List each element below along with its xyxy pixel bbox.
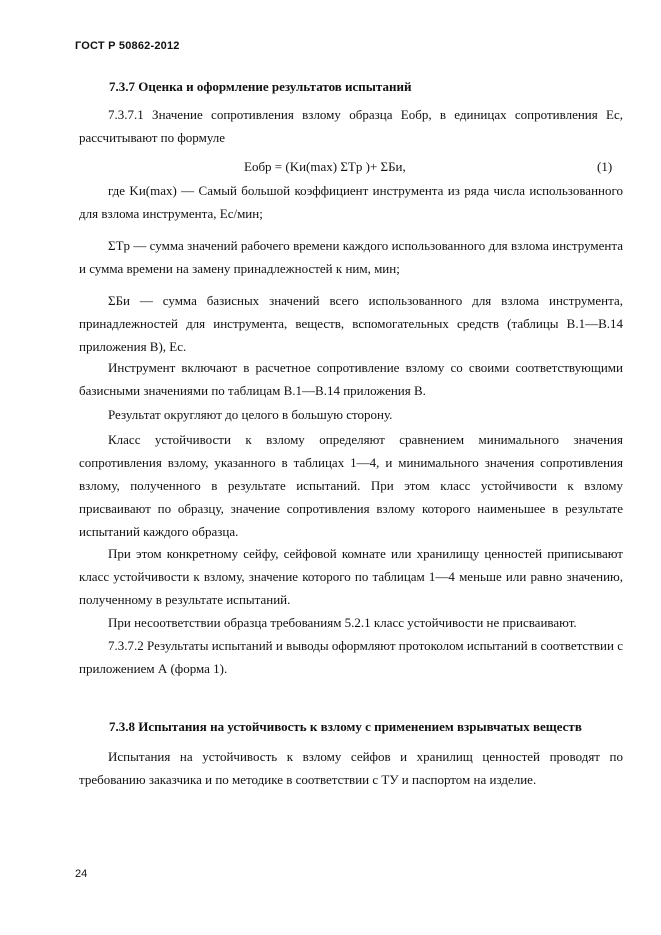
paragraph-instrument: Инструмент включают в расчетное сопротивление взлому со своими соответствующими базисными значениями по таблицам В.1—В.14 приложения В. xyxy=(79,360,623,398)
paragraph-7371: 7.3.7.1 Значение сопротивления взлому образца Eобр, в единицах сопротивления Ec, рассчитывают по формуле xyxy=(79,107,623,145)
paragraph-class-assignment: При этом конкретному сейфу, сейфовой комнате или хранилищу ценностей приписывают класс устойчивости к взлому, значение которого по таблицам 1—4 меньше или равно значению, полученному в результате испытаний. xyxy=(79,546,623,607)
formula-1: Eобр = (Kи(max) ΣTр )+ ΣБи, xyxy=(244,159,406,174)
paragraph-7372: 7.3.7.2 Результаты испытаний и выводы оформляют протоколом испытаний в соответствии с приложением А (форма 1). xyxy=(79,638,623,676)
paragraph-noncompliance: При несоответствии образца требованиям 5.2.1 класс устойчивости не присваивают. xyxy=(108,615,577,630)
paragraph-class-definition: Класс устойчивости к взлому определяют сравнением минимального значения сопротивления взлому, указанного в таблицах 1—4, и минимального значения сопротивления взлому, полученного в результате испытаний. При этом класс устойчивости к взлому присваивают по образцу, значение сопротивления взлому которого наименьшее в результате испытаний каждого образца. xyxy=(79,432,623,539)
document-code: ГОСТ Р 50862-2012 xyxy=(75,40,180,52)
section-737-heading: 7.3.7 Оценка и оформление результатов испытаний xyxy=(109,79,412,94)
definition-sum-t: ΣTр — сумма значений рабочего времени каждого использованного для взлома инструмента и сумма времени на замену принадлежностей к ним, мин; xyxy=(79,238,623,276)
paragraph-rounding: Результат округляют до целого в большую сторону. xyxy=(108,407,393,422)
definition-k: где Kи(max) — Самый большой коэффициент инструмента из ряда числа использованного для взлома инструмента, Ec/мин; xyxy=(79,183,623,221)
formula-number: (1) xyxy=(597,159,613,174)
paragraph-738: Испытания на устойчивость к взлому сейфов и хранилищ ценностей проводят по требованию заказчика и по методике в соответствии с ТУ и паспортом на изделие. xyxy=(79,749,623,787)
definition-sum-b: ΣБи — сумма базисных значений всего использованного для взлома инструмента, принадлежностей для инструмента, веществ, вспомогательных средств (таблицы В.1—В.14 приложения В), Ec. xyxy=(79,293,623,354)
page-number: 24 xyxy=(75,868,88,880)
section-738-heading: 7.3.8 Испытания на устойчивость к взлому с применением взрывчатых веществ xyxy=(109,719,582,734)
